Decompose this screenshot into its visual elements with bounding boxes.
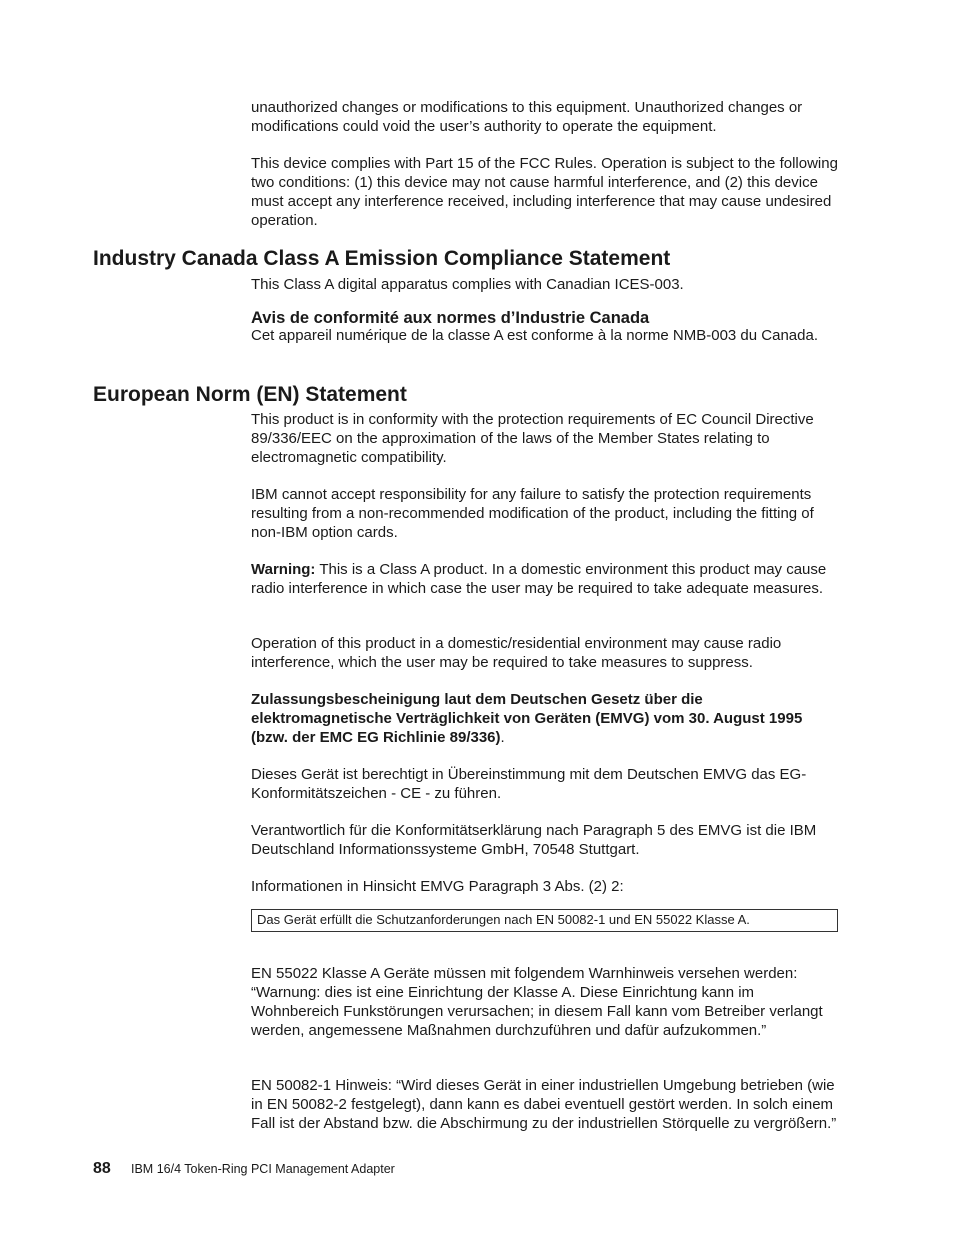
- emvg-period: .: [500, 729, 505, 746]
- emvg-heading-paragraph: [251, 690, 841, 747]
- de-paragraph-4: EN 55022 Klasse A Geräte müssen mit folgendem Warnhinweis versehen werden: “Warnung: dies ist eine Einrichtung der Klasse A. Diese Einrichtung kann im Wohnbereich Funkstörungen verursachen; in diesem Fall kann vom Betreiber verlangt werden, angemessene Maßnahmen durchzuführen und dafür aufzukommen.”: [251, 965, 823, 1039]
- warning-text: This is a Class A product. In a domestic environment this product may cause radio interference in which case the user may be required to take adequate measures.: [251, 561, 827, 597]
- warning-paragraph: [251, 560, 841, 598]
- fcc-paragraph-1: unauthorized changes or modifications to this equipment. Unauthorized changes or modifications could void the user’s authority to operate the equipment.: [251, 99, 803, 135]
- page-footer: [93, 1160, 395, 1178]
- de-paragraph-1: Dieses Gerät ist berechtigt in Übereinstimmung mit dem Deutschen EMVG das EG-Konformitätszeichen - CE - zu führen.: [251, 766, 807, 802]
- avis-body: Cet appareil numérique de la classe A est conforme à la norme NMB-003 du Canada.: [251, 327, 818, 344]
- de-paragraph-5: EN 50082-1 Hinweis: “Wird dieses Gerät in einer industriellen Umgebung betrieben (wie in EN 50082-2 festgelegt), dann kann es dabei eventuell gestört werden. In solch einem Fall ist der Abstand bzw. die Abschirmung zu der industriellen Störquelle zu vergrößern.”: [251, 1077, 837, 1132]
- footer-title: IBM 16/4 Token-Ring PCI Management Adapter: [131, 1162, 395, 1176]
- heading-avis: Avis de conformité aux normes d’Industrie Canada: [251, 309, 650, 327]
- boxed-statement: Das Gerät erfüllt die Schutzanforderungen nach EN 50082-1 und EN 55022 Klasse A.: [251, 909, 838, 932]
- heading-industry-canada: Industry Canada Class A Emission Compliance Statement: [93, 247, 671, 270]
- de-paragraph-3: Informationen in Hinsicht EMVG Paragraph 3 Abs. (2) 2:: [251, 878, 624, 895]
- emvg-bold-text: Zulassungsbescheinigung laut dem Deutschen Gesetz über die elektromagnetische Verträglichkeit von Geräten (EMVG) vom 30. August 1995 (bzw. der EMC EG Richlinie 89/336): [251, 691, 803, 746]
- heading-european-norm: European Norm (EN) Statement: [93, 383, 407, 406]
- de-paragraph-2: Verantwortlich für die Konformitätserklärung nach Paragraph 5 des EMVG ist die IBM Deutschland Informationssysteme GmbH, 70548 Stuttgart.: [251, 822, 817, 858]
- en-paragraph-1: This product is in conformity with the protection requirements of EC Council Directive 89/336/EEC on the approximation of the laws of the Member States relating to electromagnetic compatibility.: [251, 411, 814, 466]
- en-paragraph-4: Operation of this product in a domestic/residential environment may cause radio interference, which the user may be required to take measures to suppress.: [251, 635, 782, 671]
- page-number: 88: [93, 1160, 111, 1177]
- fcc-paragraph-2: This device complies with Part 15 of the FCC Rules. Operation is subject to the following two conditions: (1) this device may not cause harmful interference, and (2) this device must accept any interference received, including interference that may cause undesired operation.: [251, 155, 838, 229]
- en-paragraph-2: IBM cannot accept responsibility for any failure to satisfy the protection requirements resulting from a non-recommended modification of the product, including the fitting of non-IBM option cards.: [251, 486, 814, 541]
- warning-label: Warning:: [251, 561, 316, 578]
- industry-canada-body: This Class A digital apparatus complies with Canadian ICES-003.: [251, 276, 684, 293]
